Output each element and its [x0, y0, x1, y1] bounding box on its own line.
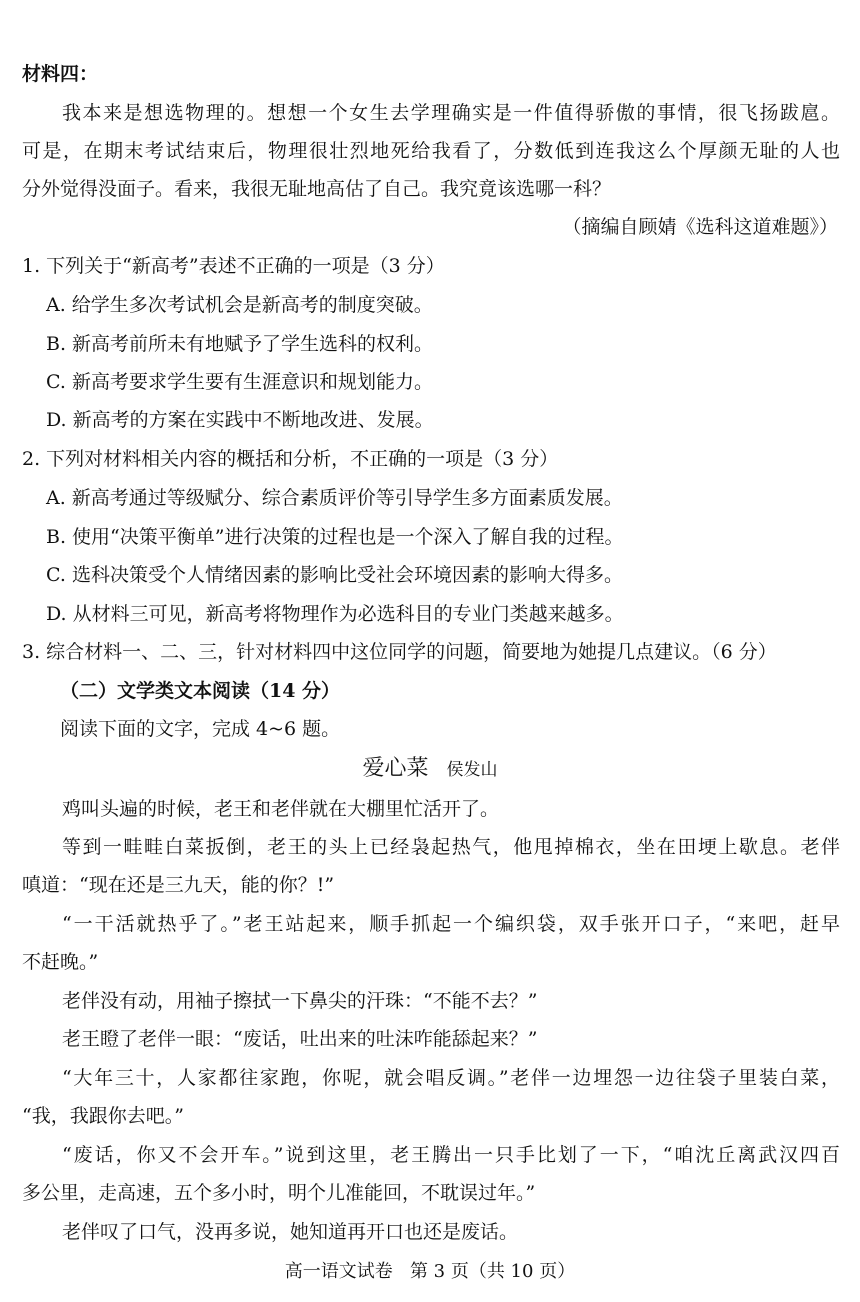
- section-instruction: 阅读下面的文字，完成 4~6 题。: [60, 718, 341, 740]
- paragraph-line: 我本来是想选物理的。想想一个女生去学理确实是一件值得骄傲的事情，很飞扬跋扈。: [62, 102, 840, 124]
- story-line: 嗔道：“现在还是三九天，能的你？!”: [22, 874, 335, 896]
- source-citation: （摘编自顾婧《选科这道难题》）: [562, 216, 838, 238]
- paragraph-line: 分外觉得没面子。看来，我很无耻地高估了自己。我究竟该选哪一科？: [22, 178, 612, 200]
- story-line: “废话，你又不会开车。”说到这里，老王腾出一只手比划了一下，“咱沈丘离武汉四百: [62, 1144, 840, 1166]
- story-line: 老伴叹了口气，没再多说，她知道再开口也还是废话。: [62, 1221, 519, 1243]
- option-a: A. 给学生多次考试机会是新高考的制度突破。: [46, 294, 433, 316]
- option-b: B. 使用“决策平衡单”进行决策的过程也是一个深入了解自我的过程。: [46, 526, 624, 548]
- option-c: C. 新高考要求学生要有生涯意识和规划能力。: [46, 371, 433, 393]
- story-line: “大年三十，人家都往家跑，你呢，就会唱反调。”老伴一边埋怨一边往袋子里装白菜，: [62, 1067, 840, 1089]
- story-line: 老伴没有动，用袖子擦拭一下鼻尖的汗珠：“不能不去？”: [62, 990, 538, 1012]
- story-title: 爱心菜: [362, 756, 429, 781]
- story-line: 不赶晚。”: [22, 951, 99, 973]
- story-line: “我，我跟你去吧。”: [22, 1105, 184, 1127]
- section-heading: （二）文学类文本阅读（14 分）: [60, 680, 341, 702]
- page-footer: 高一语文试卷 第 3 页（共 10 页）: [284, 1261, 576, 1282]
- option-a: A. 新高考通过等级赋分、综合素质评价等引导学生多方面素质发展。: [46, 487, 623, 509]
- story-heading: [0, 755, 860, 784]
- question-stem: 3. 综合材料一、二、三，针对材料四中这位同学的问题，简要地为她提几点建议。（6 分）: [22, 641, 777, 663]
- question-stem: 1. 下列关于“新高考”表述不正确的一项是（3 分）: [22, 255, 445, 277]
- option-b: B. 新高考前所未有地赋予了学生选科的权利。: [46, 333, 434, 355]
- option-d: D. 从材料三可见，新高考将物理作为必选科目的专业门类越来越多。: [46, 603, 624, 625]
- story-line: “一干活就热乎了。”老王站起来，顺手抓起一个编织袋，双手张开口子，“来吧，赶早: [62, 913, 840, 935]
- story-line: 多公里，走高速，五个多小时，明个儿准能回，不耽误过年。”: [22, 1182, 536, 1204]
- option-d: D. 新高考的方案在实践中不断地改进、发展。: [46, 409, 434, 431]
- paragraph-line: 可是，在期末考试结束后，物理很壮烈地死给我看了，分数低到连我这么个厚颜无耻的人也: [22, 140, 840, 162]
- story-author: 侯发山: [446, 760, 498, 780]
- story-line: 等到一畦畦白菜扳倒，老王的头上已经袅起热气，他甩掉棉衣，坐在田埂上歇息。老伴: [62, 836, 840, 858]
- material-heading: 材料四：: [22, 63, 99, 85]
- option-c: C. 选科决策受个人情绪因素的影响比受社会环境因素的影响大得多。: [46, 564, 623, 586]
- story-line: 鸡叫头遍的时候，老王和老伴就在大棚里忙活开了。: [62, 798, 500, 820]
- question-stem: 2. 下列对材料相关内容的概括和分析，不正确的一项是（3 分）: [22, 448, 559, 470]
- story-line: 老王瞪了老伴一眼：“废话，吐出来的吐沫咋能舔起来？”: [62, 1028, 538, 1050]
